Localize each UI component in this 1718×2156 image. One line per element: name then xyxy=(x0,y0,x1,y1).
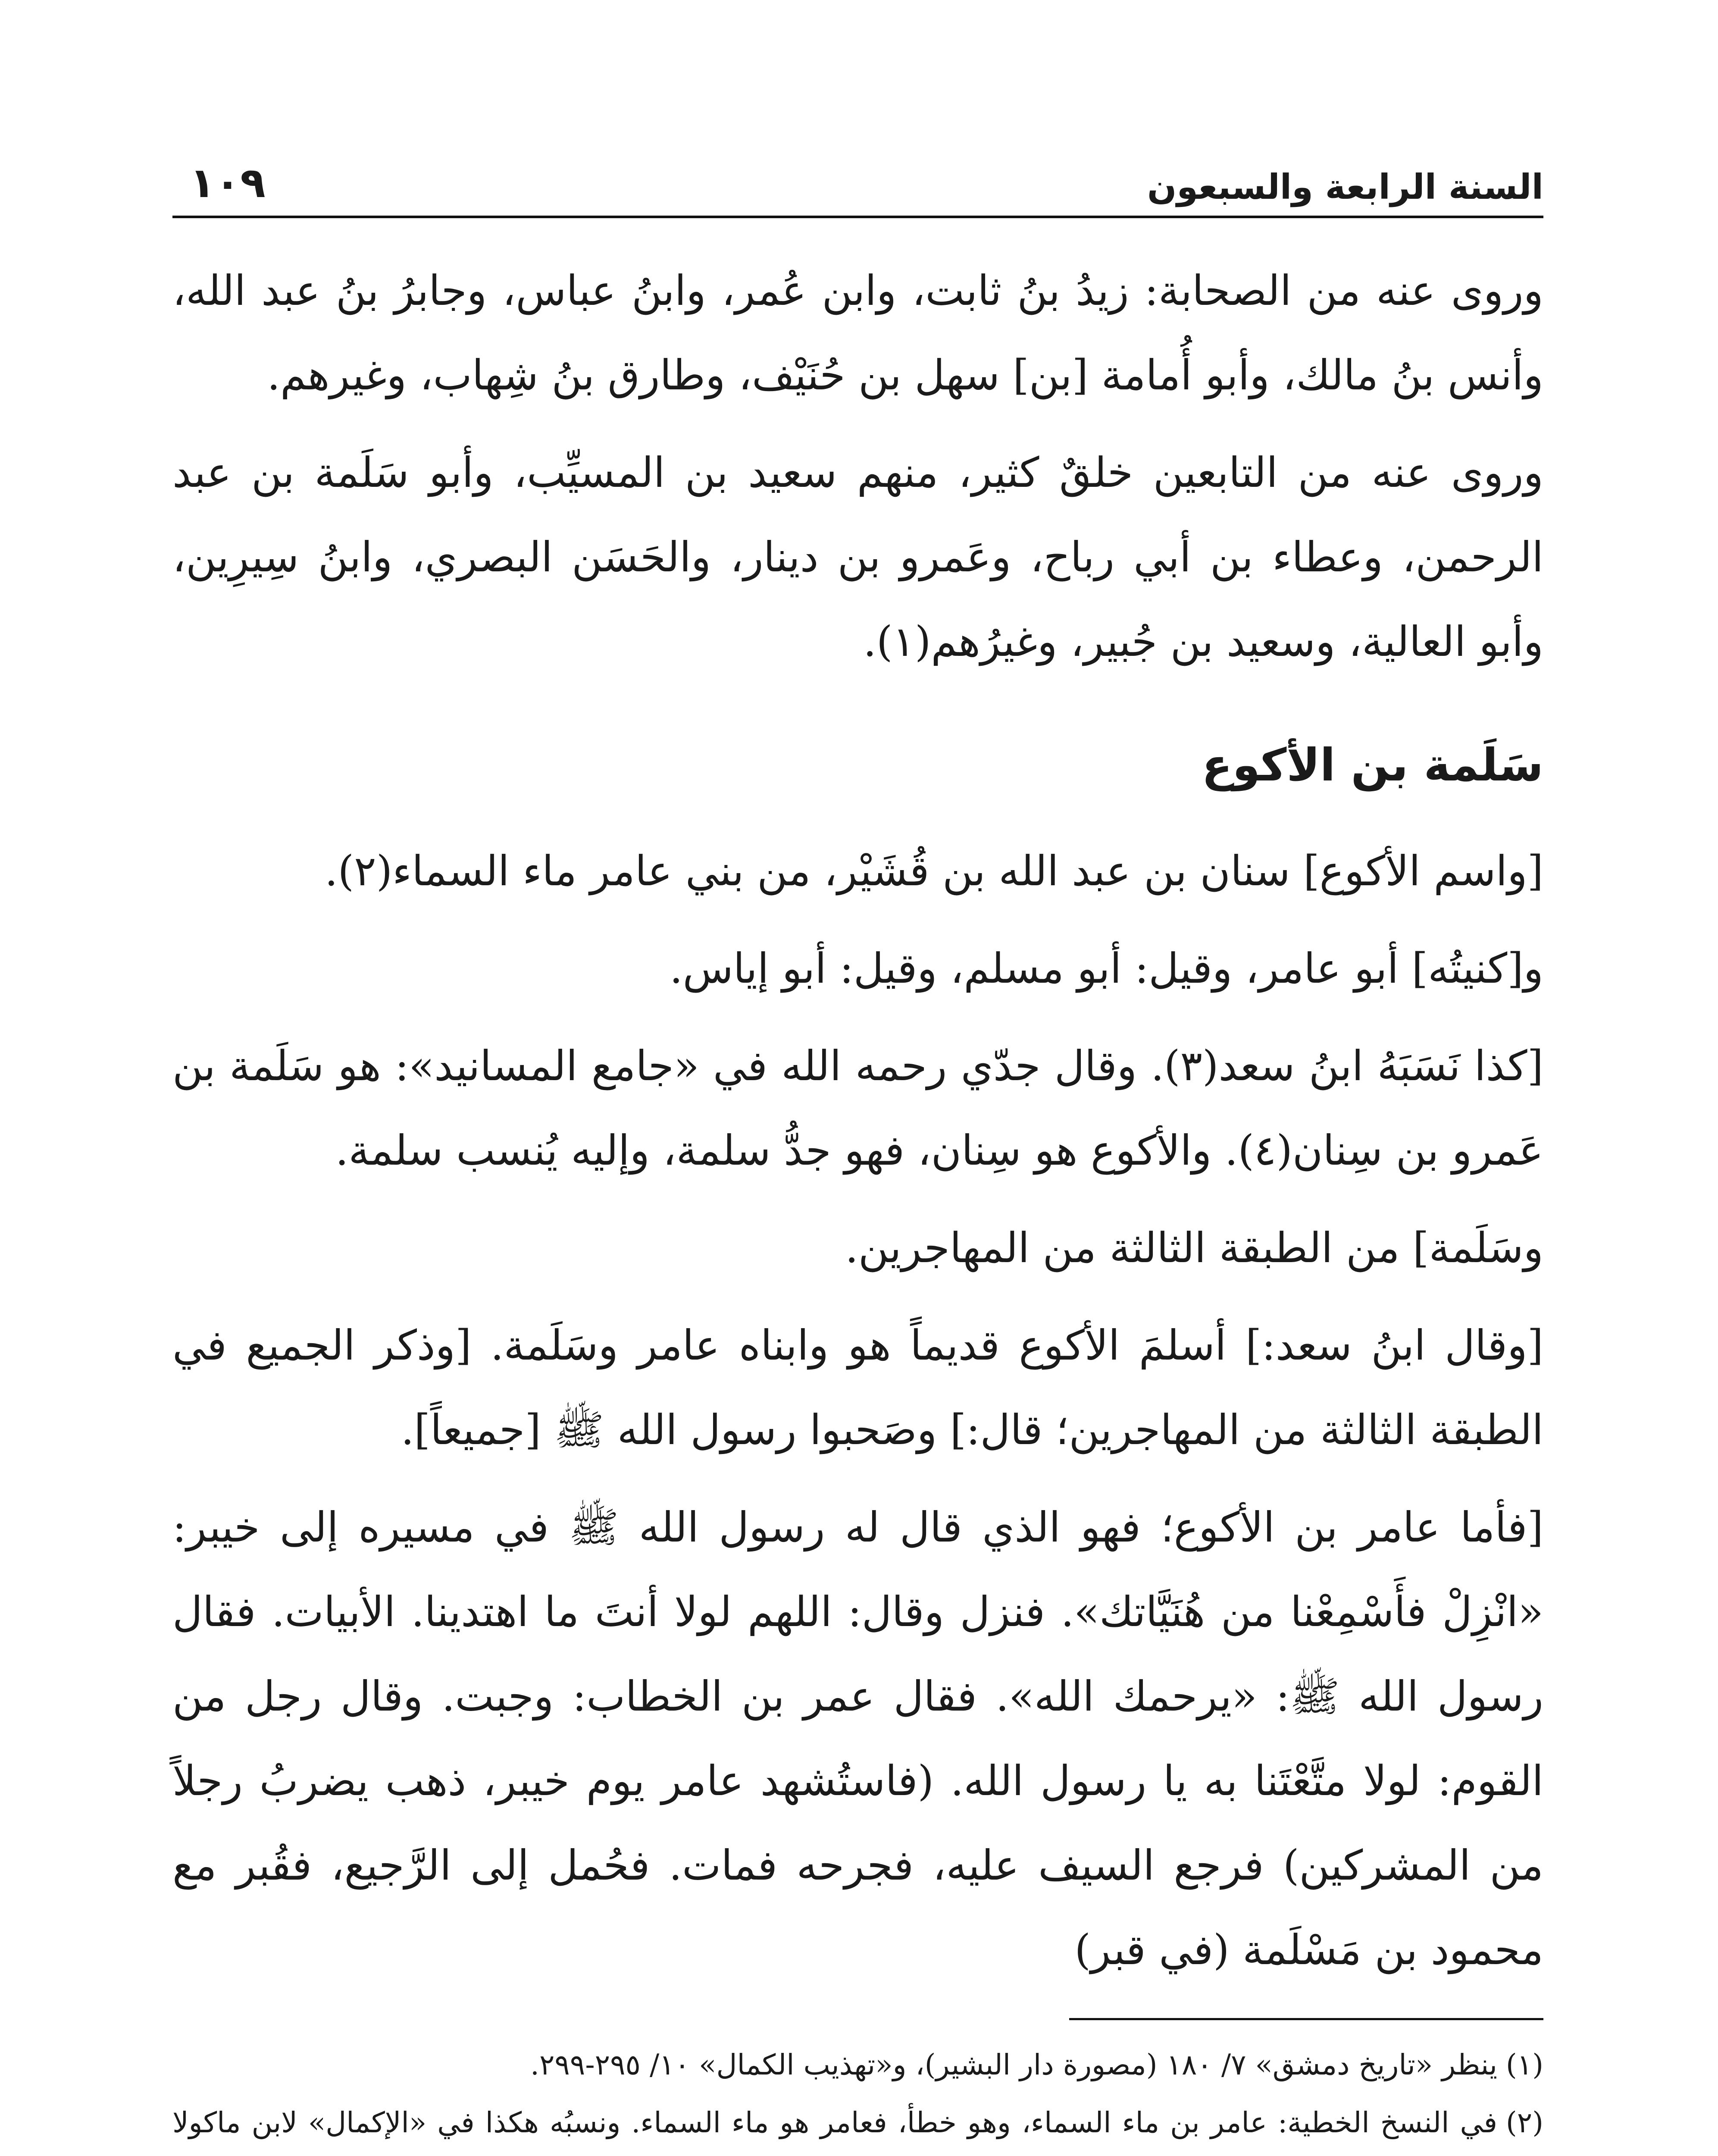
paragraph: [كذا نَسَبَهُ ابنُ سعد(٣). وقال جدّي رحمه الله في «جامع المسانيد»: هو سَلَمة بن عَمرو بن سِنان(٤). والأكوع هو سِنان، فهو جدُّ سلمة، وإليه يُنسب سلمة. xyxy=(172,1042,1544,1175)
paragraph: [فأما عامر بن الأكوع؛ فهو الذي قال له رسول الله ﷺ في مسيره إلى خيبر: «انْزِلْ فأَسْمِعْنا من هُنَيَّاتك». فنزل وقال: اللهم لولا أنتَ ما اهتدينا. الأبيات. فقال رسول الله ﷺ: «يرحمك الله». فقال عمر بن الخطاب: وجبت. وقال رجل من القوم: لولا متَّعْتَنا به يا رسول الله. (فاستُشهد عامر يوم خيبر، ذهب يضربُ رجلاً من المشركين) فرجع السيف عليه، فجرحه فمات. فحُمل إلى الرَّجيع، فقُبر مع محمود بن مَسْلَمة (في قبر) xyxy=(172,1503,1544,1974)
footnote-text: ينظر «تاريخ دمشق» ٧/ ١٨٠ (مصورة دار البشير)، و«تهذيب الكمال» ١٠/ ٢٩٥-٢٩٩. xyxy=(530,2048,1498,2081)
paragraph: و[كنيتُه] أبو عامر، وقيل: أبو مسلم، وقيل: أبو إياس. xyxy=(670,944,1543,993)
document-page xyxy=(172,129,1543,2156)
main-text xyxy=(172,248,1543,1992)
footnote-text: في النسخ الخطية: عامر بن ماء السماء، وهو خطأ، فعامر هو ماء السماء. ونسبُه هكذا في «الإكمال» لابن ماكولا xyxy=(172,2106,1498,2139)
footnote-marker: (٢) xyxy=(1506,2106,1543,2139)
footnote xyxy=(172,2037,1543,2093)
paragraph: وروى عنه من الصحابة: زيدُ بنُ ثابت، وابن عُمر، وابنُ عباس، وجابرُ بنُ عبد الله، وأنس بنُ مالك، وأبو أُمامة [بن] سهل بن حُنَيْف، وطارق بنُ شِهاب، وغيرهم. xyxy=(172,266,1543,399)
section-heading: سَلَمة بن الأكوع xyxy=(1202,739,1543,791)
paragraph: وروى عنه من التابعين خلقٌ كثير، منهم سعيد بن المسيِّب، وأبو سَلَمة بن عبد الرحمن، وعطاء بن أبي رباح، وعَمرو بن دينار، والحَسَن البصري، وابنُ سِيرِين، وأبو العالية، وسعيد بن جُبير، وغيرُهم(١). xyxy=(172,448,1544,666)
footnotes xyxy=(172,2037,1543,2156)
running-title: السنة الرابعة والسبعون xyxy=(1147,167,1543,207)
footnote-separator xyxy=(1069,2018,1543,2020)
running-header xyxy=(172,129,1543,218)
paragraph: وسَلَمة] من الطبقة الثالثة من المهاجرين. xyxy=(845,1224,1543,1272)
page-number: ١٠٩ xyxy=(190,159,266,207)
footnote-marker: (١) xyxy=(1506,2048,1543,2081)
paragraph: [وقال ابنُ سعد:] أسلمَ الأكوع قديماً هو وابناه عامر وسَلَمة. [وذكر الجميع في الطبقة الثالثة من المهاجرين؛ قال:] وصَحبوا رسول الله ﷺ [جميعاً]. xyxy=(172,1321,1543,1454)
paragraph: [واسم الأكوع] سنان بن عبد الله بن قُشَيْر، من بني عامر ماء السماء(٢). xyxy=(325,847,1543,895)
footnote xyxy=(172,2095,1543,2156)
